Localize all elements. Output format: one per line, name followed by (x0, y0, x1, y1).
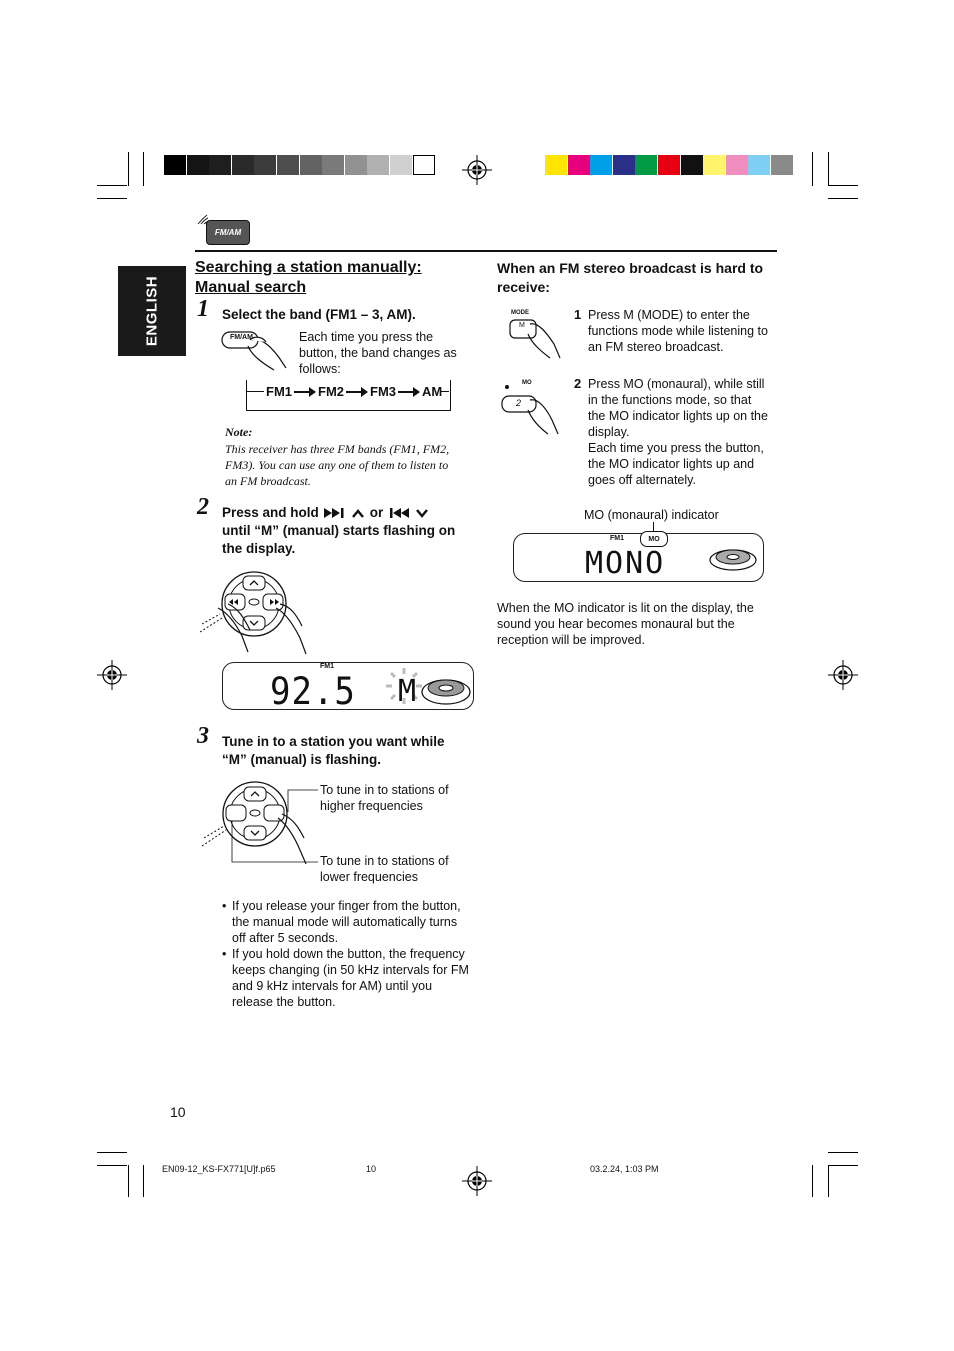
color-swatch (703, 155, 725, 175)
step-1-instruction: Select the band (FM1 – 3, AM). (222, 307, 416, 322)
right-step-1-line: an FM stereo broadcast. (588, 340, 724, 354)
disc-graphic-icon (420, 676, 472, 706)
mo-button-key: 2 (516, 398, 522, 408)
step-2-line1-b: or (369, 505, 384, 520)
chevron-up-icon (351, 507, 365, 519)
bullet-line: release the button. (232, 995, 336, 1009)
step-2-line2: until “M” (manual) starts flashing on (222, 523, 456, 538)
mono-explanation (497, 600, 754, 648)
color-swatch (658, 155, 680, 175)
step-1-desc-line: button, the band changes as (299, 346, 457, 360)
lcd-mo-indicator-label: MO (648, 535, 660, 543)
registration-mark-right-icon (828, 660, 858, 690)
step-2-line1-a: Press and hold (222, 505, 319, 520)
lcd-mo-indicator (640, 531, 668, 547)
mode-button-press-icon (506, 312, 568, 360)
higher-frequencies-label (320, 782, 449, 814)
step-3-instruction (222, 733, 445, 769)
section-title-line2: Manual search (195, 279, 307, 296)
right-section-title (497, 259, 763, 297)
right-step-2-line: Each time you press the button, (588, 441, 764, 455)
lower-line: lower frequencies (320, 870, 418, 884)
color-swatch (635, 155, 657, 175)
footer-file-name: EN09-12_KS-FX771[U]f.p65 (162, 1164, 276, 1174)
note-label: Note: (225, 425, 253, 439)
disc-graphic-icon (708, 546, 758, 572)
registration-mark-bottom-icon (462, 1166, 492, 1196)
bullet-line: off after 5 seconds. (232, 931, 339, 945)
band-fm3: FM3 (370, 384, 396, 399)
color-swatch (590, 155, 612, 175)
color-swatch (726, 155, 748, 175)
band-am: AM (422, 384, 443, 399)
right-step-1-line: functions mode while listening to (588, 324, 768, 338)
right-step-2-line: the MO indicator lights up and (588, 457, 755, 471)
step-1-desc-line: follows: (299, 362, 341, 376)
list-item (222, 946, 480, 1010)
right-step-1-number: 1 (574, 307, 582, 322)
higher-line: higher frequencies (320, 799, 423, 813)
skip-back-icon (388, 507, 410, 519)
right-step-2-line: the MO indicator lights up on the (588, 409, 768, 423)
right-title-line2: receive: (497, 279, 550, 295)
footer-page-ref: 10 (366, 1164, 377, 1174)
bullet-line: keeps changing (in 50 kHz intervals for FM (232, 963, 469, 977)
mo-button-press-icon (500, 382, 562, 438)
fm-am-button-press-icon (220, 326, 290, 372)
mo-button-caption: MO (522, 380, 532, 386)
right-step-2-line: display. (588, 425, 630, 439)
color-swatch (367, 155, 389, 175)
color-swatch (681, 155, 703, 175)
step-1-desc-line: Each time you press the (299, 330, 434, 344)
skip-forward-icon (324, 507, 346, 519)
right-step-2-line: in the functions mode, so that (588, 393, 752, 407)
registration-mark-left-icon (97, 660, 127, 690)
mode-button-key: M (519, 322, 525, 329)
mono-explanation-line: sound you hear becomes monaural but the (497, 617, 735, 631)
lower-frequencies-label (320, 853, 449, 885)
bullet-line: the manual mode will automatically turns (232, 915, 458, 929)
step-3-line2: “M” (manual) is flashing. (222, 752, 382, 767)
band-cycle-sequence (266, 384, 442, 399)
right-step-2-text (588, 376, 768, 488)
step-1-number: 1 (197, 296, 209, 322)
mode-button-caption: MODE (511, 310, 529, 316)
step-2-number: 2 (197, 494, 209, 520)
arrow-right-icon (398, 387, 420, 397)
right-title-line1: When an FM stereo broadcast is hard to (497, 260, 764, 276)
color-swatch (545, 155, 567, 175)
lcd-frequency: 92.5 (270, 670, 356, 714)
band-fm2: FM2 (318, 384, 344, 399)
list-item (222, 898, 480, 946)
band-icon-badge (196, 213, 256, 245)
step-2-line3: the display. (222, 541, 296, 556)
right-step-2-line: goes off alternately. (588, 473, 696, 487)
color-swatch (187, 155, 209, 175)
mono-explanation-line: When the MO indicator is lit on the display, the (497, 601, 754, 615)
right-step-1-text (588, 307, 768, 355)
header-rule (195, 250, 777, 252)
color-swatch (568, 155, 590, 175)
note-line: This receiver has three FM bands (FM1, FM2, (225, 442, 450, 456)
bullet-line: • If you hold down the button, the frequency (232, 947, 465, 961)
arrow-right-icon (346, 387, 368, 397)
higher-line: To tune in to stations of (320, 783, 449, 797)
color-swatch (277, 155, 299, 175)
color-swatch (390, 155, 412, 175)
tuning-control-illustration (198, 780, 318, 870)
section-title (195, 258, 422, 298)
color-swatch (232, 155, 254, 175)
bullet-line: • If you release your finger from the button, (232, 899, 461, 913)
step-3-line1: Tune in to a station you want while (222, 734, 445, 749)
lcd-mono-text: MONO (585, 546, 666, 581)
step-2-instruction (222, 504, 482, 558)
note-line: an FM broadcast. (225, 474, 311, 488)
section-title-line1: Searching a station manually: (195, 259, 422, 276)
note-line: FM3). You can use any one of them to listen to (225, 458, 449, 472)
color-swatch (345, 155, 367, 175)
right-step-2-number: 2 (574, 376, 582, 391)
fm-am-button-label: FM/AM (230, 334, 253, 341)
color-swatch (771, 155, 793, 175)
color-swatch (322, 155, 344, 175)
right-step-1-line: Press M (MODE) to enter the (588, 308, 750, 322)
right-step-2-line: Press MO (monaural), while still (588, 377, 765, 391)
manual-search-tips (222, 898, 480, 1010)
lcd-band-label: FM1 (320, 663, 334, 670)
arrow-right-icon (294, 387, 316, 397)
color-swatch (748, 155, 770, 175)
step-1-description (299, 329, 457, 377)
color-swatch (413, 155, 435, 175)
seek-control-press-illustration (198, 568, 310, 658)
mo-indicator-caption: MO (monaural) indicator (584, 508, 719, 522)
chevron-down-icon (415, 507, 429, 519)
lcd-manual-indicator: M (398, 674, 417, 709)
band-cycle-left-stub (246, 391, 264, 392)
registration-mark-top-icon (462, 155, 492, 185)
mono-explanation-line: reception will be improved. (497, 633, 645, 647)
color-swatch (254, 155, 276, 175)
language-tab-label: ENGLISH (143, 275, 161, 347)
step-3-number: 3 (197, 723, 209, 749)
lcd-mono-band-label: FM1 (610, 535, 624, 542)
lower-line: To tune in to stations of (320, 854, 449, 868)
band-fm1: FM1 (266, 384, 292, 399)
band-icon-label: FM/AM (214, 228, 242, 237)
language-tab (118, 266, 186, 356)
color-swatch (164, 155, 186, 175)
note-text (225, 441, 449, 489)
bullet-line: and 9 kHz intervals for AM) until you (232, 979, 433, 993)
footer-timestamp: 03.2.24, 1:03 PM (590, 1164, 659, 1174)
color-swatch (300, 155, 322, 175)
color-swatch (209, 155, 231, 175)
color-swatch (613, 155, 635, 175)
page-number: 10 (170, 1104, 186, 1120)
